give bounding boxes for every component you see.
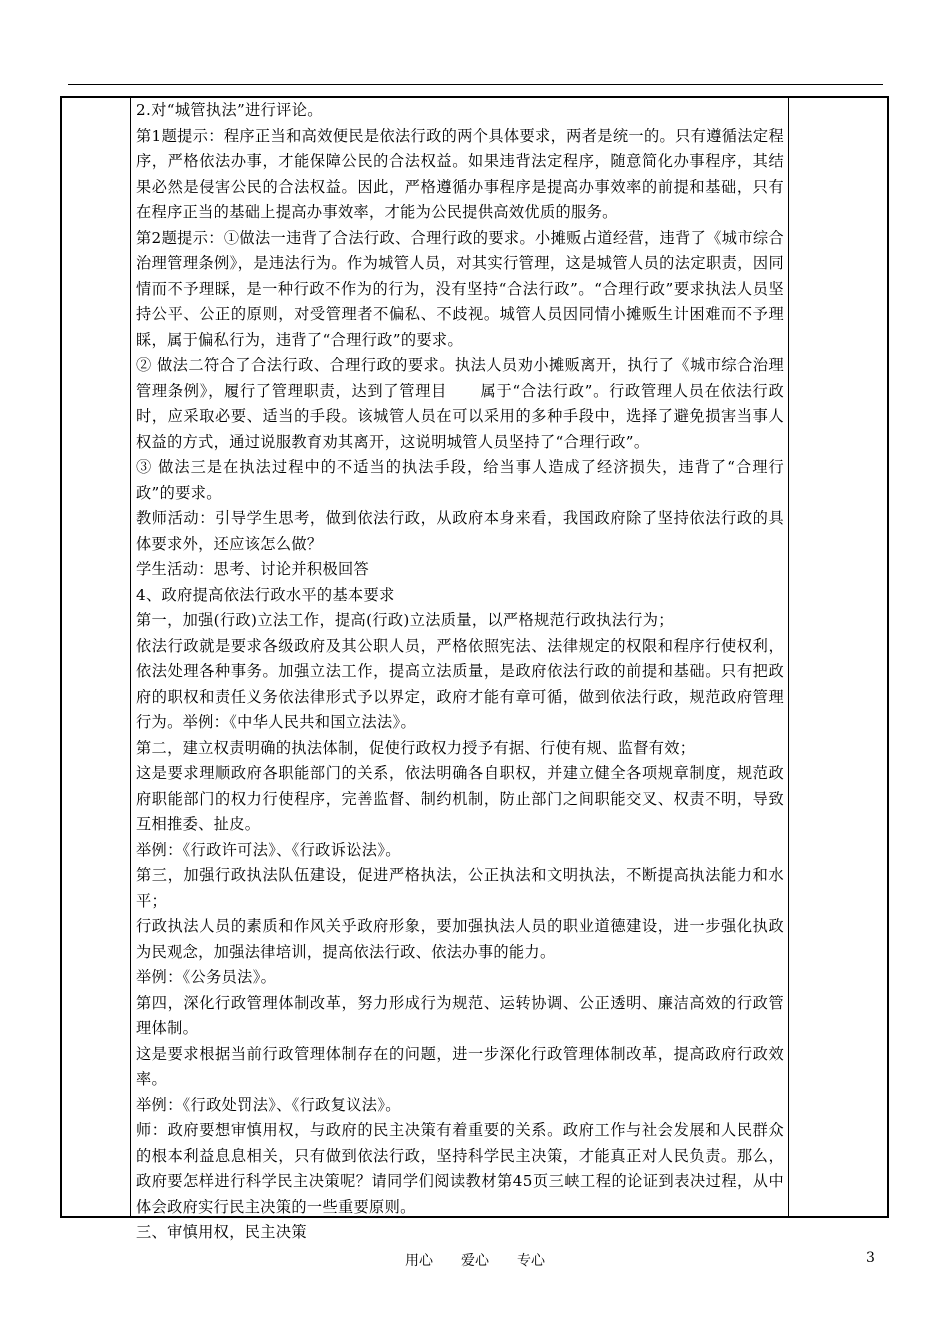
paragraph: 第四，深化行政管理体制改革，努力形成行为规范、运转协调、公正透明、廉洁高效的行政管理体制。: [136, 993, 784, 1037]
footer-word: 爱心: [461, 1253, 489, 1269]
page-number: 3: [866, 1250, 875, 1266]
paragraph: 师：政府要想审慎用权，与政府的民主决策有着重要的关系。政府工作与社会发展和人民群众的根本利益息息相关，只有做到依法行政，坚持科学民主决策，才能真正对人民负责。那么，政府要怎样进行科学民主决策呢？请同学们阅读教材第45页三峡工程的论证到表决过程，从中体会政府实行民主决策的一些重要原则。: [136, 1121, 784, 1216]
paragraph: 第2题提示：①做法一违背了合法行政、合理行政的要求。小摊贩占道经营，违背了《城市综合治理管理条例》，是违法行为。作为城管人员，对其实行管理，这是城管人员的法定职责，因同情而不予理睬，是一种行政不作为的行为，没有坚持“合法行政”。“合理行政”要求执法人员坚持公平、公正的原则，对受管理者不偏私、不歧视。城管人员因同情小摊贩生计困难而不予理睬，属于偏私行为，违背了“合理行政”的要求。: [136, 228, 784, 349]
paragraph: 这是要求根据当前行政管理体制存在的问题，进一步深化行政管理体制改革，提高政府行政效率。: [136, 1044, 784, 1088]
paragraph: ③ 做法三是在执法过程中的不适当的执法手段，给当事人造成了经济损失，违背了“合理行政”的要求。: [136, 458, 784, 502]
paragraph: 这是要求理顺政府各职能部门的关系，依法明确各自职权，并建立健全各项规章制度，规范政府职能部门的权力行使程序，完善监督、制约机制，防止部门之间职能交叉、权责不明，导致互相推委、扯皮。: [136, 764, 784, 833]
paragraph: 第三，加强行政执法队伍建设，促进严格执法，公正执法和文明执法，不断提高执法能力和水平；: [136, 866, 784, 910]
paragraph: 依法行政就是要求各级政府及其公职人员，严格依照宪法、法律规定的权限和程序行使权利，依法处理各种事务。加强立法工作，提高立法质量，是政府依法行政的前提和基础。只有把政府的职权和责任义务依法律形式予以界定，政府才能有章可循，做到依法行政，规范政府管理行为。举例：《中华人民共和国立法法》。: [136, 636, 784, 731]
paragraph: 学生活动：思考、讨论并积极回答: [136, 560, 370, 578]
paragraph: 举例：《公务员法》。: [136, 968, 277, 986]
paragraph: 教师活动：引导学生思考，做到依法行政，从政府本身来看，我国政府除了坚持依法行政的具体要求外，还应该怎么做？: [136, 509, 784, 553]
section-heading: 4、政府提高依法行政水平的基本要求: [136, 585, 395, 604]
right-column-divider: [788, 98, 789, 1216]
paragraph: ② 做法二符合了合法行政、合理行政的要求。执法人员劝小摊贩离开，执行了《城市综合治理管理条例》，履行了管理职责，达到了管理目 属于“合法行政”。行政管理人员在依法行政时，应采取必要、适当的手段。该城管人员在可以采用的多种手段中，选择了避免损害当事人权益的方式，通过说服教育劝其离开，这说明城管人员坚持了“合理行政”。: [136, 356, 784, 451]
footer-word: 用心: [405, 1253, 433, 1269]
lesson-content: [136, 98, 784, 1241]
left-column-divider: [130, 98, 131, 1216]
paragraph: 第二，建立权责明确的执法体制，促使行政权力授予有据、行使有规、监督有效；: [136, 738, 696, 757]
footer-motto: [0, 1250, 950, 1270]
paragraph: 举例：《行政处罚法》、《行政复议法》。: [136, 1095, 401, 1114]
paragraph: 第一，加强(行政)立法工作，提高(行政)立法质量，以严格规范行政执法行为；: [136, 611, 674, 629]
paragraph: 举例：《行政许可法》、《行政诉讼法》。: [136, 840, 401, 859]
lesson-table: [60, 96, 889, 1241]
paragraph: 行政执法人员的素质和作风关乎政府形象，要加强执法人员的职业道德建设，进一步强化执政为民观念，加强法律培训，提高依法行政、依法办事的能力。: [136, 917, 784, 961]
footer-word: 专心: [517, 1253, 545, 1269]
paragraph: 第1题提示：程序正当和高效便民是依法行政的两个具体要求，两者是统一的。只有遵循法定程序，严格依法办事，才能保障公民的合法权益。如果违背法定程序，随意简化办事程序，其结果必然是侵害公民的合法权益。因此，严格遵循办事程序是提高办事效率的前提和基础，只有在程序正当的基础上提高办事效率，才能为公民提供高效优质的服务。: [136, 126, 784, 221]
paragraph: 2.对“城管执法”进行评论。: [136, 101, 323, 119]
header-rule: [68, 84, 883, 85]
section-heading: 三、审慎用权，民主决策: [136, 1223, 307, 1241]
